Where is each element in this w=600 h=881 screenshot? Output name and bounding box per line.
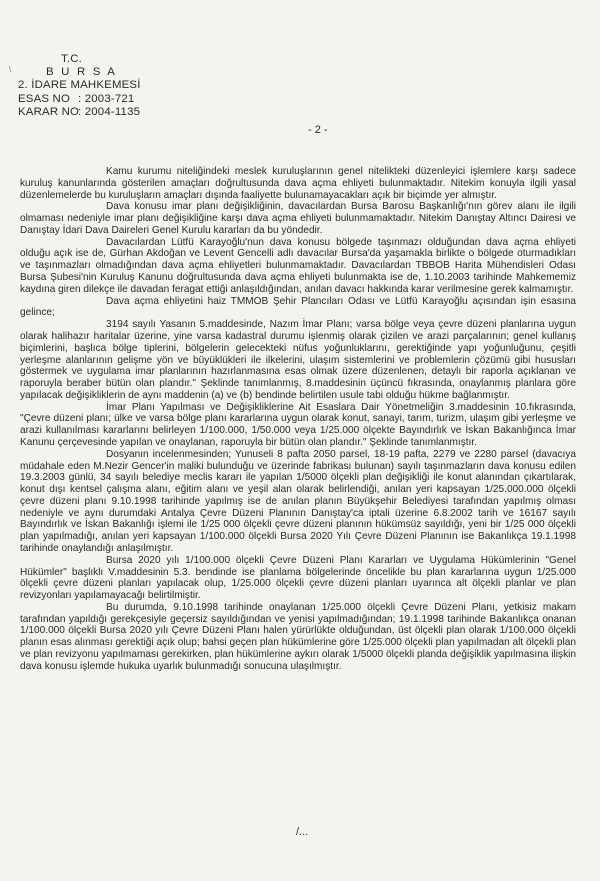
court-name: 2. İDARE MAHKEMESİ bbox=[18, 79, 141, 92]
paragraph: Kamu kurumu niteliğindeki meslek kuruluşlarının genel nitelikteki düzenleyici işlemlere karşı sadece kuruluş kanunlarında gösterilen amaçları doğrultusunda dava açma ehliyeti bulunmaktadır. Nitekim konuyla ilgili yasal düzenlemelerde bu kuruluşların amaçları dışında faaliyette bulunamayacakları açık bir biçimde yer almıştır. bbox=[20, 166, 576, 201]
scan-speck: \ bbox=[9, 65, 12, 74]
karar-value: : 2004-1135 bbox=[78, 105, 141, 118]
court-header bbox=[18, 53, 141, 119]
paragraph: 3194 sayılı Yasanın 5.maddesinde, Nazım İmar Planı; varsa bölge veya çevre düzeni planlarına uygun olarak halihazır haritalar üzerine, yine varsa kadastral durumu işlenmiş olarak çizilen ve arazi parçalarının; genel kullanış biçimlerini, başlıca bölge tiplerini, bölgelerin gelecekteki nüfus yoğunluklarını, gerektiğinde yapı yoğunluğunu, çeşitli yerleşme alanlarının gelişme yön ve büyüklükleri ile ilkelerini, ulaşım sistemlerini ve problemlerin çözümü gibi hususları göstermek ve uygulama imar planlarının hazırlanmasına esas olmak üzere düzenlenen, detaylı bir raporla açıklanan ve raporuyla beraber bütün olan plandır." Şeklinde tanımlanmış, 8.maddesinin üçüncü fıkrasında, onaylanmış planlara göre yapılacak değişikliklerin de aynı maddenin (a) ve (b) bendinde belirtilen usule tabi olduğu hükme bağlanmıştır. bbox=[20, 319, 576, 401]
paragraph: Bursa 2020 yılı 1/100.000 ölçekli Çevre Düzeni Planı Kararları ve Uygulama Hükümlerinin "Genel Hükümler" başlıklı V.maddesinin 5.3. bendinde ise planlama bölgelerinde öncelikle bu plan kararlarına uygun 1/25.000 ölçekli çevre düzeni planları yapılacak olup, 1/25.000 ölçekli çevre düzeni planları uyarınca alt ölçekli planlar ve plan revizyonları yapılamayacağı belirtilmiştir. bbox=[20, 554, 576, 602]
page-number: - 2 - bbox=[308, 124, 328, 136]
document-body bbox=[20, 166, 576, 673]
esas-value: : 2003-721 bbox=[78, 92, 135, 105]
paragraph: Bu durumda, 9.10.1998 tarihinde onaylanan 1/25.000 ölçekli Çevre Düzeni Planı, yetkisiz makam tarafından yapıldığı gerekçesiyle geçersiz sayıldığından ve yenisi yapılmadığından; 19.1.1998 tarihinde Bakanlıkça onanan 1/100.000 ölçekli Bursa 2020 yılı Çevre Düzeni Planı halen yürürlükte olduğundan, üst ölçekli plan olarak 1/100.000 ölçekli planın esas alınması gerektiği açık olup; bahsi geçen plan hükümlerine göre 1/25.000 ölçekli plan yapılmadan alt ölçekli plan ve plan revizyonu yapılmaması gerekirken, plan hükümlerine aykırı olarak 1/5000 ölçekli planda değişiklik yapılmasına ilişkin dava konusu işlemde hukuka uyarlık bulunmadığı sonucuna ulaşılmıştır. bbox=[20, 601, 576, 672]
karar-row bbox=[18, 106, 141, 119]
karar-label: KARAR NO bbox=[18, 105, 80, 118]
continuation-mark: /... bbox=[296, 826, 309, 838]
paragraph: Dava açma ehliyetini haiz TMMOB Şehir Plancıları Odası ve Lütfü Karayoğlu açısından işin esasına gelince; bbox=[20, 295, 576, 319]
paragraph: Dosyanın incelenmesinden; Yunuseli 8 pafta 2050 parsel, 18-19 pafta, 2279 ve 2280 parsel (davacıya müdahale eden M.Nezir Gencer'in maliki bulunduğu ve üzerinde fabrikası bulunan) sayılı taşınmazların dava konusu edilen 19.3.2003 günlü, 34 sayılı belediye meclis kararı ile yapılan 1/5000 ölçekli plan değişikliği ile konut alanından çıkartılarak, konut dışı kentsel çalışma alanı, eğitim alanı ve yeşil alan olarak belirlendiği, anılan yeri kapsayan 1/25.000.000 ölçekli çevre düzeni planı 9.10.1998 tarihinde yapılmış ise de anılan planın Büyükşehir Belediyesi tarafından yapılmış olması nedeniyle ve aynı durumdaki Antalya Çevre Düzeni Planının Danıştay'ca iptali üzerine 6.8.2002 tarih ve 16167 sayılı Bayındırlık ve İskan Bakanlığı işlemi ile 1/25 000 ölçekli çevre düzeni planının hükümsüz sayıldığı, yeni bir 1/25 000 ölçekli plan yapılmadığı, anılan yeri kapsayan 1/100.000 ölçekli Bursa 2020 Yılı Çevre Düzeni Planının ise Bakanlıkça 19.1.1998 tarihinde onaylandığı anlaşılmıştır. bbox=[20, 448, 576, 554]
paragraph: Dava konusu imar planı değişikliğinin, davacılardan Bursa Barosu Başkanlığı'nın görev alanı ile ilgili olmaması nedeniyle imar planı değişikliğine karşı dava açma ehliyeti bulunmamaktadır. Nitekim Danıştay Altıncı Dairesi ve Danıştay İdari Dava Daireleri Genel Kurulu kararları da bu yöndedir. bbox=[20, 201, 576, 236]
city-label: B U R S A bbox=[46, 66, 118, 79]
paragraph: İmar Planı Yapılması ve Değişikliklerine Ait Esaslara Dair Yönetmeliğin 3.maddesinin 10.fıkrasında, "Çevre düzeni planı; ülke ve varsa bölge planı kararlarına uygun olarak konut, sanayi, tarım, turizm, ulaşım gibi yerleşme ve arazi kullanılması kararlarını belirleyen 1/100.000, 1/50.000 veya 1/25.000 ölçekte Bayındırlık ve İskan Bakanlığınca İmar Kanunu çerçevesinde yapılan ve onaylanan, raporuyla bir bütün olan plandır." Şeklinde tanımlanmıştır. bbox=[20, 401, 576, 448]
tc-label: T.C. bbox=[61, 53, 83, 65]
paragraph: Davacılardan Lütfü Karayoğlu'nun dava konusu bölgede taşınmazı olduğundan dava açma ehliyeti olduğu açık ise de, Gürhan Akdoğan ve Levent Gencelli adlı davacılar Bursa'da yaşamakla birlikte o bölgede oturmadıkları ve taşınmazları olmadığından dava açma ehliyetleri bulunmamaktadır. Davacılardan TBBOB Harita Mühendisleri Odası Bursa Şubesi'nin Kuruluş Kanunu doğrultusunda dava açma ehliyeti bulunmakta ise de, 1.10.2003 tarihinde Mahkememiz kaydına giren dilekçe ile davadan feragat ettiği anlaşıldığından, anılan davacı hakkında karar verilmesine gerek kalmamıştır. bbox=[20, 236, 576, 295]
esas-label: ESAS NO bbox=[18, 92, 71, 105]
esas-row bbox=[18, 93, 141, 106]
